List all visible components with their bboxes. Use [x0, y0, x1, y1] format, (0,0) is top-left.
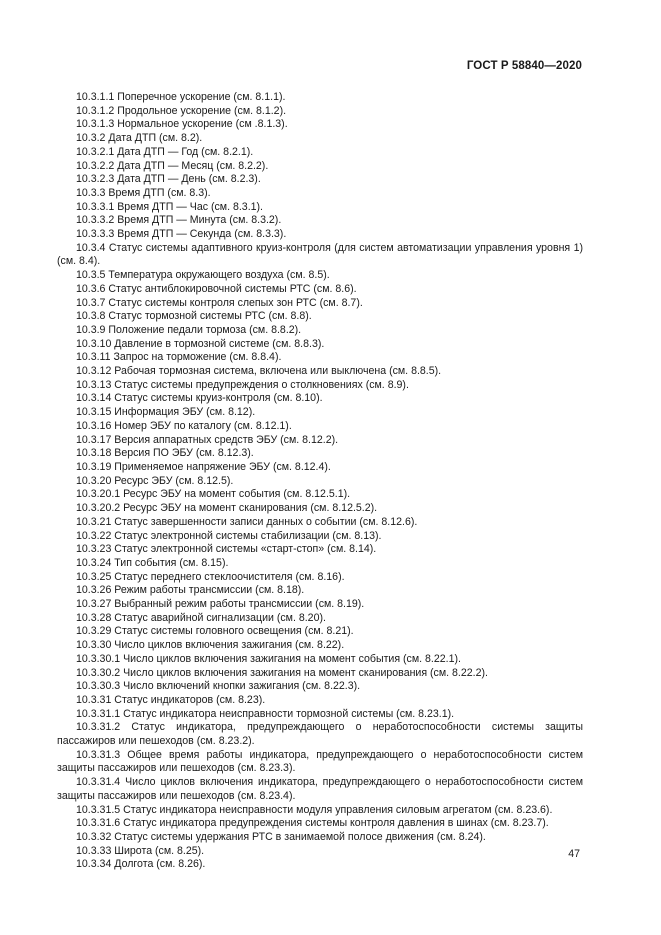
clause-paragraph: 10.3.24 Тип события (см. 8.15). — [76, 556, 229, 569]
clause-paragraph: 10.3.2 Дата ДТП (см. 8.2). — [76, 132, 203, 145]
clause-paragraph: 10.3.1.2 Продольное ускорение (см. 8.1.2). — [76, 104, 287, 117]
clause-paragraph: 10.3.32 Статус системы удержания РТС в занимаемой полосе движения (см. 8.24). — [76, 830, 486, 843]
clause-paragraph: 10.3.30.1 Число циклов включения зажигания на момент события (см. 8.22.1). — [76, 652, 461, 665]
clause-paragraph: 10.3.20 Ресурс ЭБУ (см. 8.12.5). — [76, 474, 234, 487]
clause-paragraph: 10.3.20.2 Ресурс ЭБУ на момент сканирования (см. 8.12.5.2). — [76, 502, 378, 515]
page-number: 47 — [568, 848, 580, 860]
clause-paragraph: 10.3.28 Статус аварийной сигнализации (см. 8.20). — [76, 611, 326, 624]
clause-paragraph: 10.3.31.1 Статус индикатора неисправности тормозной системы (см. 8.23.1). — [76, 707, 455, 720]
clause-paragraph: 10.3.15 Информация ЭБУ (см. 8.12). — [76, 406, 256, 419]
clause-paragraph: 10.3.31.6 Статус индикатора предупреждения системы контроля давления в шинах (см. 8.23.7). — [76, 817, 549, 830]
clause-paragraph: 10.3.3.2 Время ДТП — Минута (см. 8.3.2). — [76, 214, 282, 227]
clause-paragraph: 10.3.27 Выбранный режим работы трансмиссии (см. 8.19). — [76, 598, 365, 611]
clause-paragraph: 10.3.31.2 Статус индикатора, предупреждающего о неработоспособности системы защиты пассажиров или пешеходов (см. 8.23.2). — [57, 721, 583, 748]
clause-paragraph: 10.3.4 Статус системы адаптивного круиз-контроля (для систем автоматизации управления уровня 1) (см. 8.4). — [57, 241, 583, 268]
clause-paragraph: 10.3.21 Статус завершенности записи данных о событии (см. 8.12.6). — [76, 515, 418, 528]
clause-paragraph: 10.3.14 Статус системы круиз-контроля (см. 8.10). — [76, 392, 323, 405]
clause-paragraph: 10.3.3.1 Время ДТП — Час (см. 8.3.1). — [76, 200, 264, 213]
clause-paragraph: 10.3.18 Версия ПО ЭБУ (см. 8.12.3). — [76, 447, 254, 460]
clause-paragraph: 10.3.13 Статус системы предупреждения о столкновениях (см. 8.9). — [76, 378, 409, 391]
clause-paragraph: 10.3.17 Версия аппаратных средств ЭБУ (см. 8.12.2). — [76, 433, 339, 446]
document-header — [467, 60, 582, 72]
clause-paragraph: 10.3.19 Применяемое напряжение ЭБУ (см. 8.12.4). — [76, 460, 331, 473]
clause-paragraph: 10.3.31.4 Число циклов включения индикатора, предупреждающего о неработоспособности систем защиты пассажиров или пешеходов (см. 8.23.4). — [57, 776, 583, 802]
standard-number: ГОСТ Р 58840—2020 — [466, 60, 582, 72]
clause-paragraph: 10.3.5 Температура окружающего воздуха (см. 8.5). — [76, 269, 330, 282]
clause-paragraph: 10.3.11 Запрос на торможение (см. 8.8.4). — [76, 351, 282, 364]
clause-paragraph: 10.3.30 Число циклов включения зажигания (см. 8.22). — [76, 639, 345, 652]
clause-paragraph: 10.3.31 Статус индикаторов (см. 8.23). — [76, 693, 266, 706]
clause-paragraph: 10.3.34 Долгота (см. 8.26). — [76, 858, 206, 871]
clause-paragraph: 10.3.12 Рабочая тормозная система, включена или выключена (см. 8.8.5). — [76, 365, 442, 378]
clause-paragraph: 10.3.9 Положение педали тормоза (см. 8.8.2). — [76, 323, 302, 336]
clause-paragraph: 10.3.3.3 Время ДТП — Секунда (см. 8.3.3). — [76, 228, 287, 241]
clause-paragraph: 10.3.22 Статус электронной системы стабилизации (см. 8.13). — [76, 529, 382, 542]
clause-paragraph: 10.3.31.3 Общее время работы индикатора, предупреждающего о неработоспособности систем защиты пассажиров или пешеходов (см. 8.23.3). — [57, 748, 583, 775]
clause-paragraph: 10.3.20.1 Ресурс ЭБУ на момент события (см. 8.12.5.1). — [76, 488, 351, 501]
clause-paragraph: 10.3.2.3 Дата ДТП — День (см. 8.2.3). — [76, 173, 261, 186]
clause-paragraph: 10.3.2.2 Дата ДТП — Месяц (см. 8.2.2). — [76, 159, 269, 172]
clause-paragraph: 10.3.33 Широта (см. 8.25). — [76, 844, 205, 857]
clause-paragraph: 10.3.2.1 Дата ДТП — Год (см. 8.2.1). — [76, 145, 254, 158]
clause-paragraph: 10.3.26 Режим работы трансмиссии (см. 8.18). — [76, 584, 305, 597]
document-body — [57, 91, 583, 872]
clause-paragraph: 10.3.6 Статус антиблокировочной системы РТС (см. 8.6). — [76, 282, 357, 295]
clause-paragraph: 10.3.16 Номер ЭБУ по каталогу (см. 8.12.1). — [76, 419, 292, 432]
clause-paragraph: 10.3.3 Время ДТП (см. 8.3). — [76, 186, 211, 199]
clause-paragraph: 10.3.1.1 Поперечное ускорение (см. 8.1.1). — [76, 91, 286, 103]
clause-paragraph: 10.3.1.3 Нормальное ускорение (см .8.1.3). — [76, 118, 288, 131]
clause-paragraph: 10.3.7 Статус системы контроля слепых зон РТС (см. 8.7). — [76, 296, 363, 309]
clause-paragraph: 10.3.29 Статус системы головного освещения (см. 8.21). — [76, 625, 354, 638]
clause-paragraph: 10.3.31.5 Статус индикатора неисправности модуля управления силовым агрегатом (см. 8.23.6). — [76, 803, 553, 816]
clause-paragraph: 10.3.8 Статус тормозной системы РТС (см. 8.8). — [76, 310, 312, 323]
clause-paragraph: 10.3.25 Статус переднего стеклоочистителя (см. 8.16). — [76, 570, 345, 583]
clause-paragraph: 10.3.10 Давление в тормозной системе (см. 8.8.3). — [76, 337, 325, 350]
clause-paragraph: 10.3.30.2 Число циклов включения зажигания на момент сканирования (см. 8.22.2). — [76, 666, 488, 679]
clause-paragraph: 10.3.23 Статус электронной системы «старт-стоп» (см. 8.14). — [76, 543, 377, 556]
clause-paragraph: 10.3.30.3 Число включений кнопки зажигания (см. 8.22.3). — [76, 680, 361, 693]
